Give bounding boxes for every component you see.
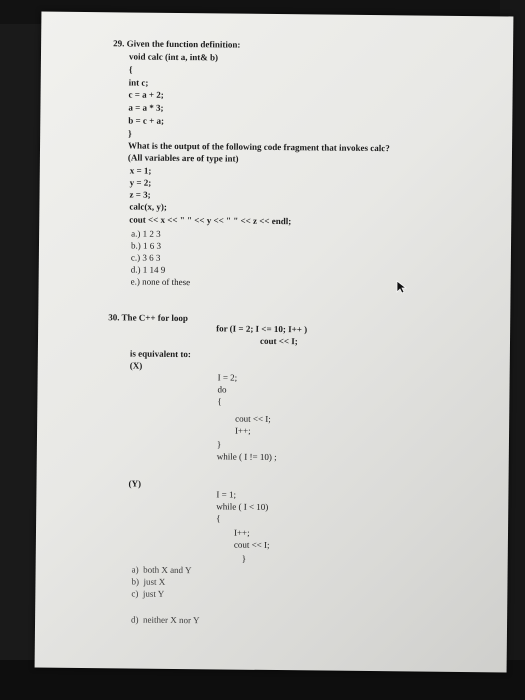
- q29-option: a.) 1 2 3: [131, 228, 161, 239]
- q30-x-code-line: do: [217, 384, 227, 395]
- q29-code-line: c = a + 2;: [128, 89, 164, 100]
- q30-y-code-line: I = 1;: [216, 489, 237, 500]
- q30-x-code-line: }: [216, 439, 222, 450]
- q29-option: b.) 1 6 3: [130, 240, 162, 251]
- q30-option: a) both X and Y: [131, 564, 192, 576]
- q30-y-label: (Y): [128, 478, 142, 489]
- q30-heading: 30. The C++ for loop: [108, 312, 188, 324]
- q29-code-line: void calc (int a, int& b): [128, 51, 219, 63]
- q29-fragment-line: calc(x, y);: [129, 201, 167, 212]
- q29-code-line: }: [128, 128, 132, 139]
- q29-option: c.) 3 6 3: [130, 252, 161, 263]
- q29-question: What is the output of the following code fragment that invokes calc?: [127, 140, 390, 154]
- q29-code-line: b = c + a;: [128, 115, 165, 126]
- q30-for-line: cout << I;: [259, 335, 298, 347]
- q30-x-code-line: {: [217, 396, 222, 407]
- q29-option: e.) none of these: [130, 276, 191, 288]
- q30-y-code-line: }: [241, 553, 247, 564]
- q30-x-label: (X): [129, 360, 143, 371]
- q30-equivalent: is equivalent to:: [129, 348, 191, 360]
- paper-sheet: [35, 12, 514, 673]
- q30-option: b) just X: [131, 576, 166, 587]
- q29-fragment-line: cout << x << " " << y << " " << z << endl;: [129, 214, 292, 227]
- q30-x-code-line: I++;: [235, 425, 251, 436]
- q29-code-line: {: [128, 64, 133, 75]
- q29-code-line: a = a * 3;: [128, 102, 164, 113]
- q29-fragment-line: x = 1;: [129, 165, 152, 176]
- mouse-cursor-icon: [396, 280, 408, 294]
- q29-note: (All variables are of type int): [127, 152, 239, 164]
- q30-x-code-line: I = 2;: [217, 372, 238, 383]
- q29-code-line: int c;: [128, 77, 149, 88]
- q30-x-code-line: while ( I != 10) ;: [216, 451, 277, 463]
- q30-option: d) neither X nor Y: [131, 614, 200, 626]
- q30-y-code-line: I++;: [233, 527, 250, 538]
- q30-y-code-line: {: [216, 513, 221, 524]
- q30-y-code-line: cout << I;: [233, 539, 270, 550]
- q30-option: c) just Y: [131, 588, 165, 599]
- q29-fragment-line: z = 3;: [129, 189, 151, 200]
- q29-heading: 29. Given the function definition:: [113, 38, 241, 50]
- q30-y-code-line: while ( I < 10): [216, 501, 269, 512]
- q30-for-line: for (I = 2; I <= 10; I++ ): [216, 323, 308, 335]
- q29-option: d.) 1 14 9: [130, 264, 166, 275]
- q29-fragment-line: y = 2;: [129, 177, 152, 188]
- q30-x-code-line: cout << I;: [235, 413, 271, 424]
